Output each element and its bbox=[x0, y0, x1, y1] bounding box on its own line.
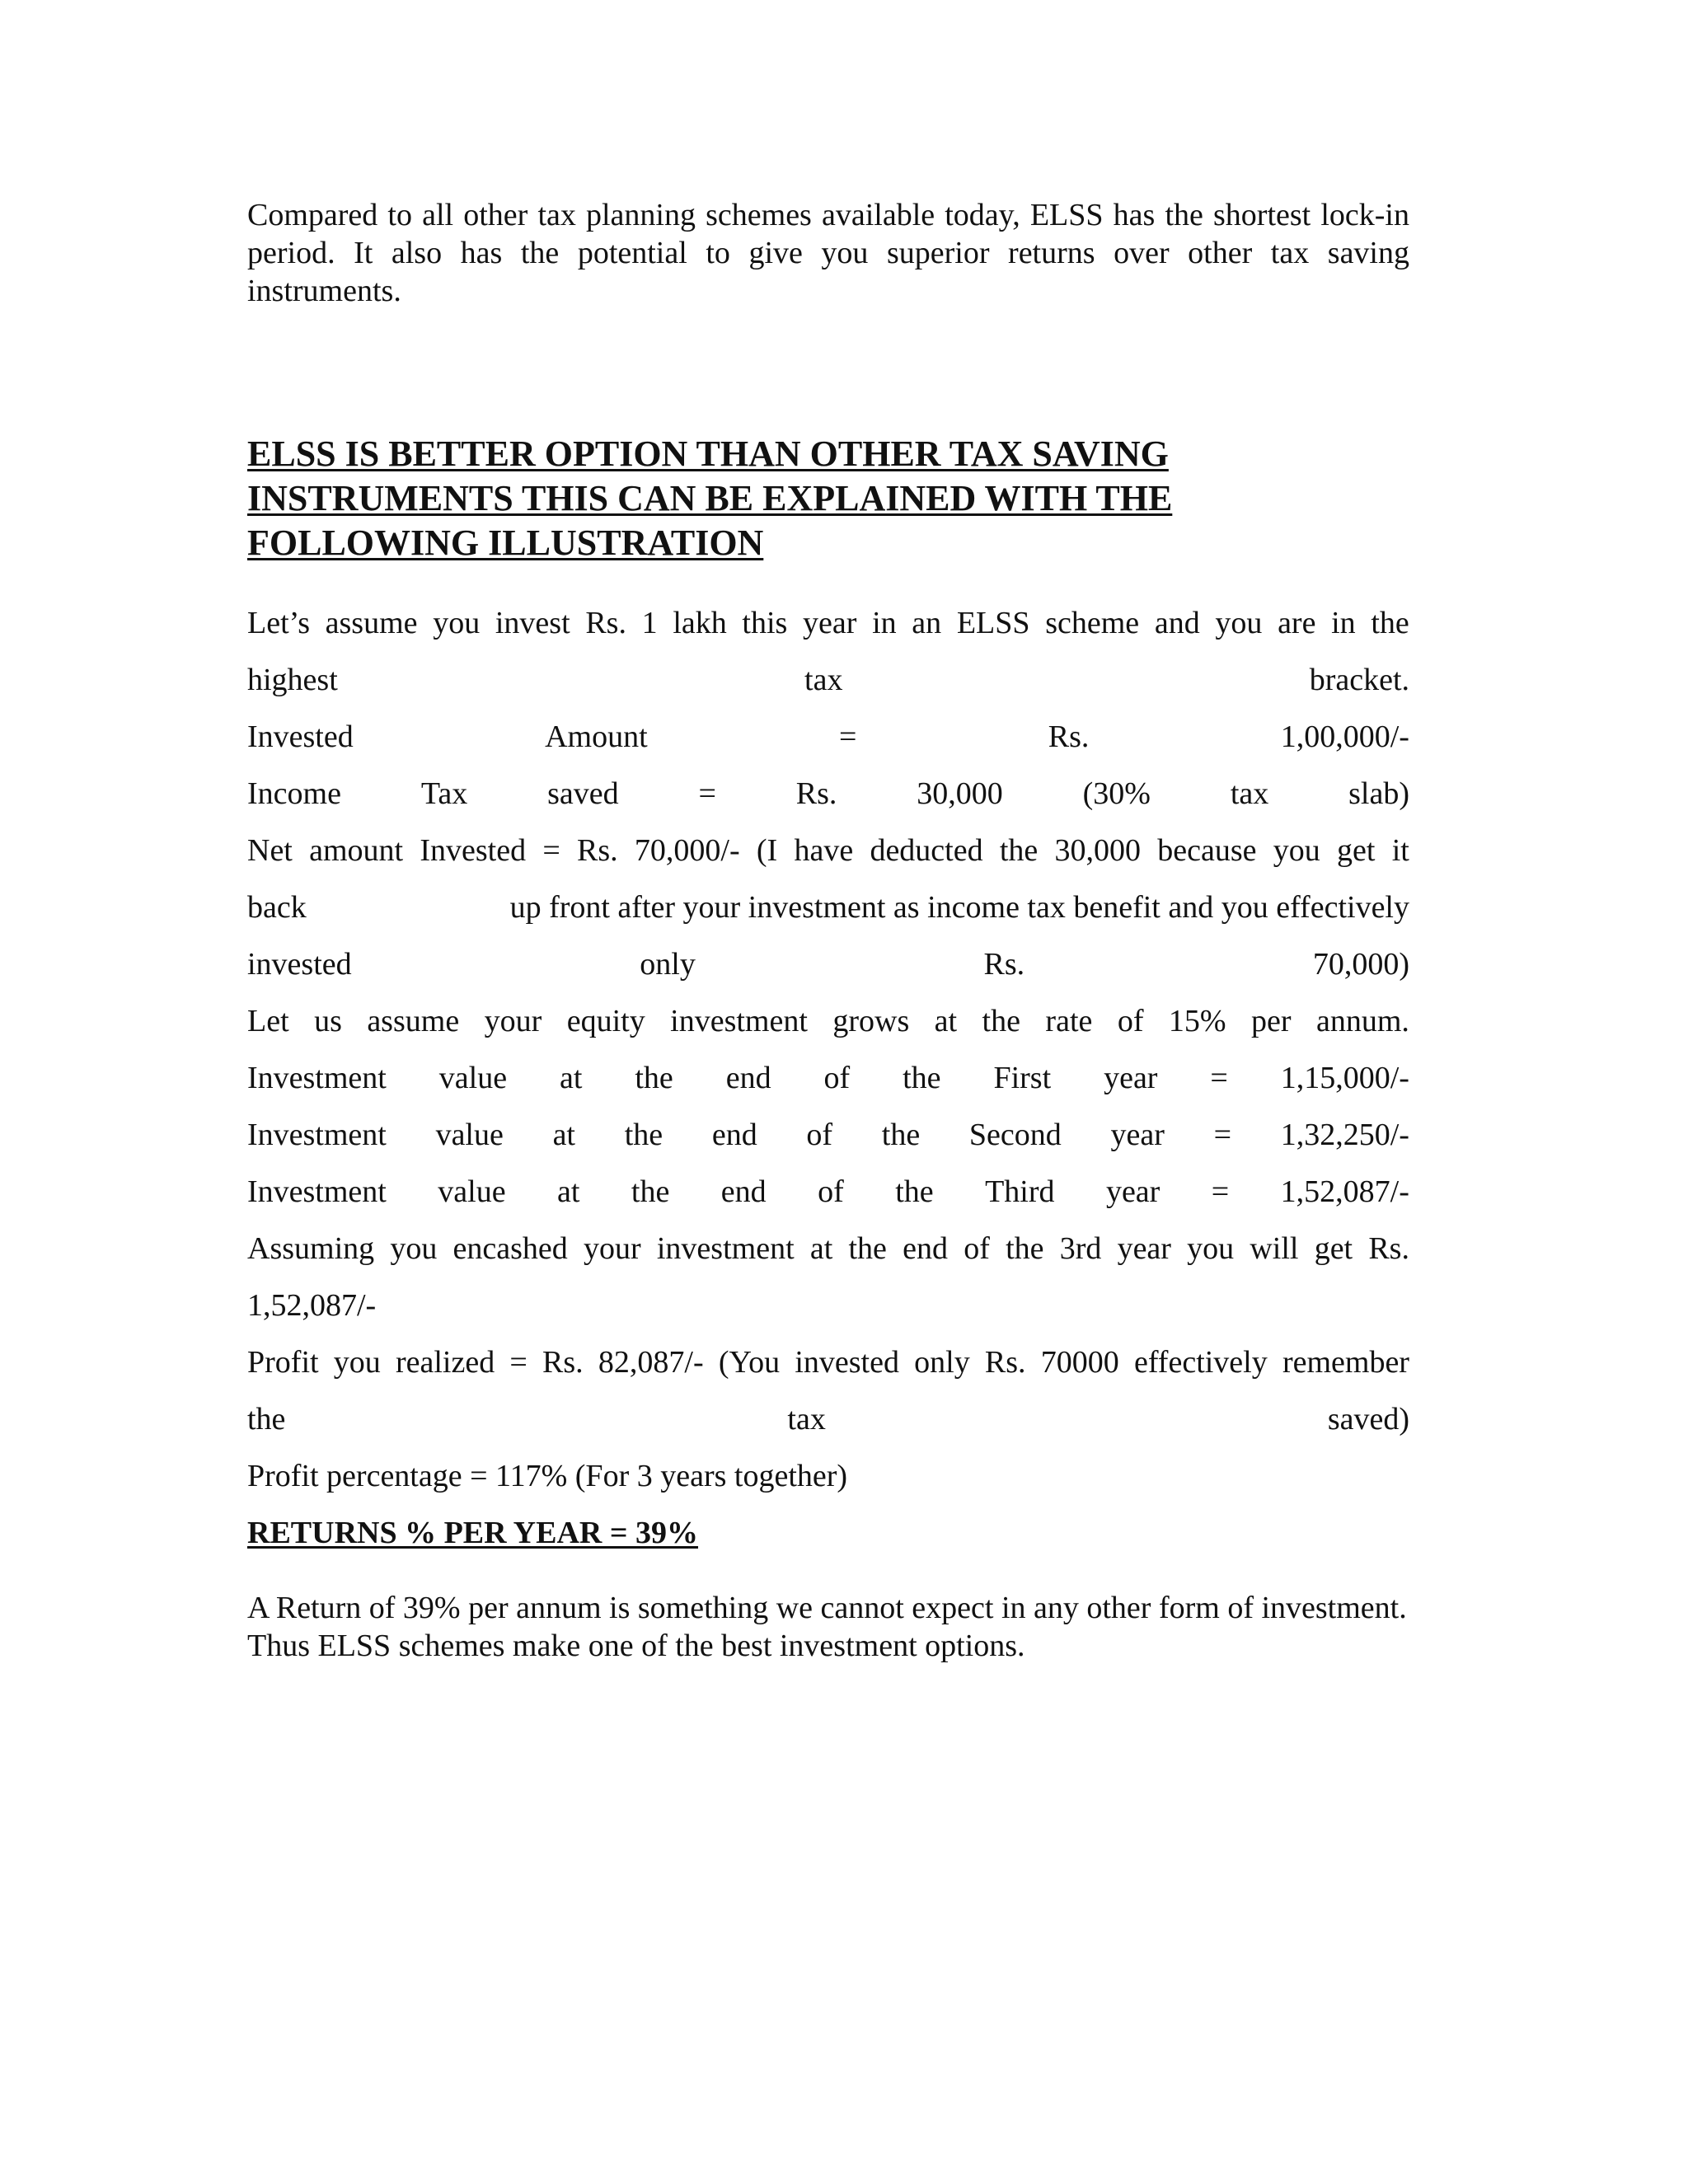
word: Rs. bbox=[585, 606, 626, 640]
word: amount bbox=[309, 833, 404, 868]
word: end bbox=[720, 1174, 767, 1209]
illustration-line: 1,52,087/- bbox=[247, 1288, 377, 1323]
word: 1,15,000/- bbox=[1280, 1061, 1409, 1095]
word: you bbox=[1187, 1231, 1235, 1266]
word: 1,00,000/- bbox=[1280, 719, 1409, 754]
word: (30% bbox=[1082, 776, 1151, 811]
illustration-line bbox=[247, 1221, 1409, 1277]
word: 1,32,250/- bbox=[1280, 1118, 1409, 1152]
word: Rs. bbox=[577, 833, 618, 868]
word: Second bbox=[968, 1118, 1062, 1152]
word: Net bbox=[247, 833, 293, 868]
word: 30,000 bbox=[917, 776, 1003, 811]
word: you bbox=[333, 1345, 381, 1380]
word: 3rd bbox=[1059, 1231, 1102, 1266]
illustration-line bbox=[247, 1050, 1409, 1107]
word: assume bbox=[325, 606, 418, 640]
word: Investment bbox=[247, 1118, 387, 1152]
word: only bbox=[914, 1345, 970, 1380]
word: you bbox=[1215, 606, 1263, 640]
word: invested bbox=[247, 947, 352, 982]
word: year bbox=[803, 606, 857, 640]
closing-paragraph: A Return of 39% per annum is something we cannot expect in any other form of investment. Thus ELSS schemes make one of the best investment options. bbox=[247, 1591, 1407, 1663]
word: you bbox=[1273, 833, 1320, 868]
illustration-line bbox=[247, 652, 1409, 709]
word: the bbox=[895, 1174, 934, 1209]
word: = bbox=[698, 776, 716, 811]
word: 1,52,087/- bbox=[1280, 1174, 1409, 1209]
word: at bbox=[557, 1174, 580, 1209]
word: us bbox=[314, 1004, 342, 1038]
word: Rs. bbox=[1368, 1231, 1409, 1266]
word: up front after your investment as income tax benefit and you effectively bbox=[509, 890, 1409, 925]
word: slab) bbox=[1348, 776, 1409, 811]
word: 30,000 bbox=[1054, 833, 1142, 868]
word: the bbox=[1006, 1231, 1044, 1266]
word: lakh bbox=[673, 606, 727, 640]
word: Tax bbox=[420, 776, 468, 811]
word: year bbox=[1105, 1174, 1160, 1209]
illustration-line bbox=[247, 1164, 1409, 1221]
word: Let bbox=[247, 1004, 289, 1038]
illustration-line bbox=[247, 879, 1409, 936]
word: the bbox=[635, 1061, 673, 1095]
word: the bbox=[999, 833, 1039, 868]
word: at bbox=[934, 1004, 958, 1038]
word: Profit bbox=[247, 1345, 319, 1380]
word: = bbox=[1211, 1174, 1230, 1209]
word: = bbox=[1210, 1061, 1228, 1095]
word: equity bbox=[566, 1004, 645, 1038]
illustration-line bbox=[247, 936, 1409, 993]
illustration-line bbox=[247, 709, 1409, 766]
word: the bbox=[881, 1118, 921, 1152]
word: end bbox=[903, 1231, 948, 1266]
word: rate bbox=[1045, 1004, 1093, 1038]
illustration-line bbox=[247, 1107, 1409, 1164]
word: Rs. bbox=[795, 776, 837, 811]
word: 70000 bbox=[1040, 1345, 1119, 1380]
word: = bbox=[509, 1345, 528, 1380]
word: ELSS bbox=[956, 606, 1030, 640]
word: year bbox=[1104, 1061, 1158, 1095]
word: the bbox=[1371, 606, 1409, 640]
word: tax bbox=[787, 1402, 826, 1436]
word: of bbox=[818, 1174, 844, 1209]
word: are bbox=[1278, 606, 1316, 640]
word: only bbox=[640, 947, 696, 982]
illustration-line bbox=[247, 993, 1409, 1050]
word: end bbox=[725, 1061, 771, 1095]
word: investment bbox=[656, 1231, 795, 1266]
heading-line: ELSS IS BETTER OPTION THAN OTHER TAX SAVING bbox=[247, 434, 1169, 474]
word: saved bbox=[547, 776, 619, 811]
illustration-line bbox=[247, 823, 1409, 879]
word: Let’s bbox=[247, 606, 310, 640]
word: Amount bbox=[545, 719, 648, 754]
word: First bbox=[993, 1061, 1052, 1095]
word: get bbox=[1314, 1231, 1353, 1266]
word: of bbox=[1117, 1004, 1144, 1038]
word: of bbox=[964, 1231, 990, 1266]
word: deducted bbox=[870, 833, 983, 868]
word: (You bbox=[718, 1345, 781, 1380]
word: of bbox=[806, 1118, 833, 1152]
heading-line: INSTRUMENTS THIS CAN BE EXPLAINED WITH THE bbox=[247, 478, 1173, 518]
word: 70,000/- bbox=[634, 833, 740, 868]
word: Investment bbox=[247, 1061, 387, 1095]
word: Rs. bbox=[984, 1345, 1026, 1380]
word: grows bbox=[832, 1004, 910, 1038]
word: value bbox=[438, 1061, 508, 1095]
word: Investment bbox=[247, 1174, 387, 1209]
word: the bbox=[631, 1174, 670, 1209]
word: Rs. bbox=[983, 947, 1025, 982]
word: the bbox=[247, 1402, 286, 1436]
intro-paragraph: Compared to all other tax planning schemes available today, ELSS has the shortest lock-in period. It also has the potential to give you superior returns over other tax saving instruments. bbox=[247, 198, 1409, 308]
word: Rs. bbox=[542, 1345, 584, 1380]
word: in bbox=[872, 606, 897, 640]
word: get bbox=[1337, 833, 1376, 868]
word: 70,000) bbox=[1312, 947, 1409, 982]
word: back bbox=[247, 890, 307, 925]
returns-line bbox=[247, 1505, 1409, 1562]
word: at bbox=[560, 1061, 583, 1095]
word: 15% bbox=[1168, 1004, 1226, 1038]
word: = bbox=[838, 719, 857, 754]
word: you bbox=[433, 606, 481, 640]
word: per bbox=[1251, 1004, 1292, 1038]
word: = bbox=[542, 833, 560, 868]
word: realized bbox=[395, 1345, 495, 1380]
word: 1 bbox=[641, 606, 658, 640]
word: Invested bbox=[247, 719, 354, 754]
word: highest bbox=[247, 663, 338, 697]
word: have bbox=[794, 833, 854, 868]
word: year bbox=[1110, 1118, 1165, 1152]
word: invested bbox=[795, 1345, 899, 1380]
word: encashed bbox=[452, 1231, 568, 1266]
heading-line: FOLLOWING ILLUSTRATION bbox=[247, 523, 764, 563]
illustration-line: Profit percentage = 117% (For 3 years together) bbox=[247, 1459, 848, 1493]
word: because bbox=[1157, 833, 1257, 868]
word: Third bbox=[985, 1174, 1055, 1209]
word: at bbox=[552, 1118, 575, 1152]
word: (I bbox=[756, 833, 778, 868]
word: investment bbox=[670, 1004, 808, 1038]
document-page bbox=[247, 0, 1409, 2184]
illustration-line bbox=[247, 595, 1409, 652]
word: 82,087/- bbox=[598, 1345, 704, 1380]
word: invest bbox=[495, 606, 570, 640]
word: Assuming bbox=[247, 1231, 375, 1266]
word: assume bbox=[367, 1004, 460, 1038]
word: this bbox=[742, 606, 788, 640]
word: = bbox=[1213, 1118, 1232, 1152]
illustration-line bbox=[247, 1334, 1409, 1391]
word: scheme bbox=[1045, 606, 1140, 640]
illustration-line bbox=[247, 766, 1409, 823]
word: end bbox=[711, 1118, 757, 1152]
word: an bbox=[912, 606, 942, 640]
word: of bbox=[823, 1061, 851, 1095]
word: will bbox=[1250, 1231, 1299, 1266]
word: value bbox=[438, 1174, 506, 1209]
word: value bbox=[435, 1118, 504, 1152]
word: effectively bbox=[1133, 1345, 1268, 1380]
word: saved) bbox=[1327, 1402, 1409, 1436]
word: your bbox=[584, 1231, 641, 1266]
word: year bbox=[1117, 1231, 1171, 1266]
word: and bbox=[1154, 606, 1200, 640]
illustration-block bbox=[247, 595, 1409, 1562]
word: tax bbox=[1230, 776, 1269, 811]
word: the bbox=[903, 1061, 941, 1095]
word: remember bbox=[1282, 1345, 1409, 1380]
word: at bbox=[809, 1231, 833, 1266]
word: Rs. bbox=[1048, 719, 1090, 754]
illustration-line bbox=[247, 1391, 1409, 1448]
word: the bbox=[982, 1004, 1020, 1038]
word: your bbox=[484, 1004, 542, 1038]
word: Income bbox=[247, 776, 341, 811]
word: it bbox=[1391, 833, 1409, 868]
word: the bbox=[624, 1118, 663, 1152]
word: bracket. bbox=[1309, 663, 1409, 697]
word: in bbox=[1331, 606, 1356, 640]
returns-summary: RETURNS % PER YEAR = 39% bbox=[247, 1516, 699, 1550]
word: Invested bbox=[420, 833, 527, 868]
section-heading bbox=[247, 432, 1409, 565]
word: you bbox=[390, 1231, 438, 1266]
word: annum. bbox=[1315, 1004, 1409, 1038]
word: tax bbox=[804, 663, 843, 697]
word: the bbox=[848, 1231, 887, 1266]
